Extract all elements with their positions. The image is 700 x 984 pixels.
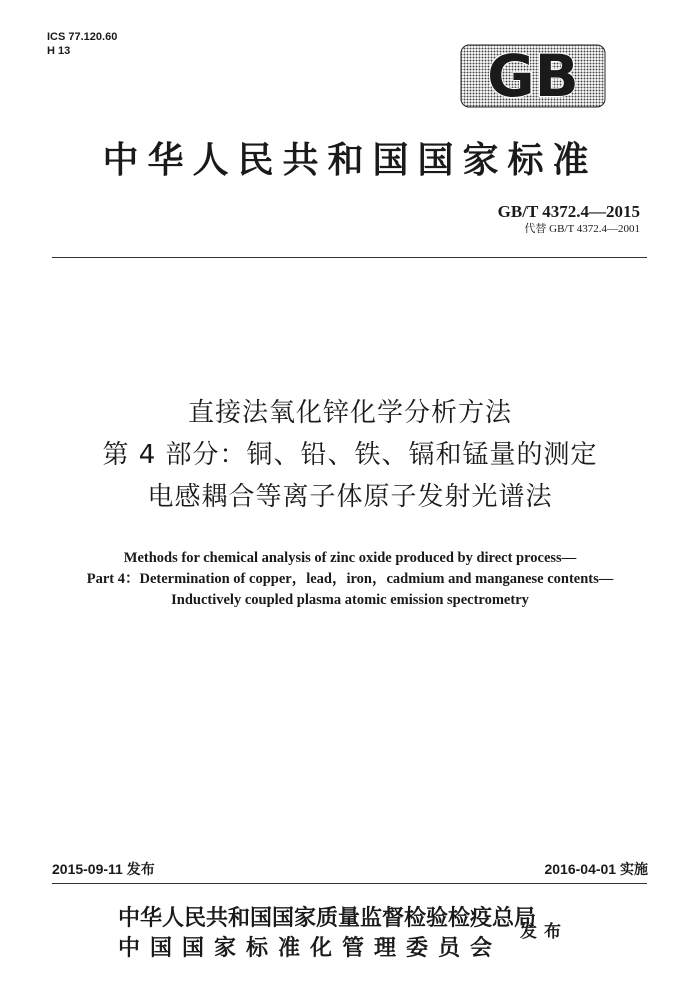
- bottom-divider: [52, 883, 647, 884]
- chinese-title: [0, 392, 700, 518]
- gb-logo-icon: [460, 44, 606, 108]
- issue-label: 发布: [520, 922, 568, 942]
- ccs-code: H 13: [47, 45, 71, 57]
- gb-logo-text: GB: [487, 44, 579, 108]
- chinese-title-line-2: 第 4 部分：铜、铅、铁、镉和锰量的测定: [102, 440, 598, 470]
- top-divider: [52, 257, 647, 258]
- replaces-standard: 代替 GB/T 4372.4—2001: [524, 223, 640, 235]
- english-title-line-2: Part 4：Determination of copper，lead，iron，cadmium and manganese contents—: [86, 571, 614, 587]
- english-title: [0, 548, 700, 611]
- issuing-authorities: [118, 903, 536, 963]
- chinese-title-line-3: 电感耦合等离子体原子发射光谱法: [147, 482, 553, 512]
- ics-code: ICS 77.120.60: [47, 31, 118, 43]
- publication-date: 2015-09-11 发布: [52, 861, 155, 877]
- english-title-line-3: Inductively coupled plasma atomic emission spectrometry: [171, 592, 529, 608]
- classification-codes: [47, 30, 117, 58]
- implementation-date: 2016-04-01 实施: [544, 861, 648, 877]
- issuer-sac: 中国国家标准化管理委员会: [118, 935, 503, 961]
- chinese-title-line-1: 直接法氧化锌化学分析方法: [187, 398, 512, 428]
- english-title-line-1: Methods for chemical analysis of zinc oxide produced by direct process—: [123, 550, 577, 566]
- national-standard-title: 中华人民共和国国家标准: [102, 139, 598, 181]
- gb-logo: [460, 44, 606, 108]
- standard-number-block: [498, 202, 640, 236]
- issuer-aqsiq: 中华人民共和国国家质量监督检验检疫总局: [118, 905, 537, 931]
- standard-number: GB/T 4372.4—2015: [497, 202, 640, 221]
